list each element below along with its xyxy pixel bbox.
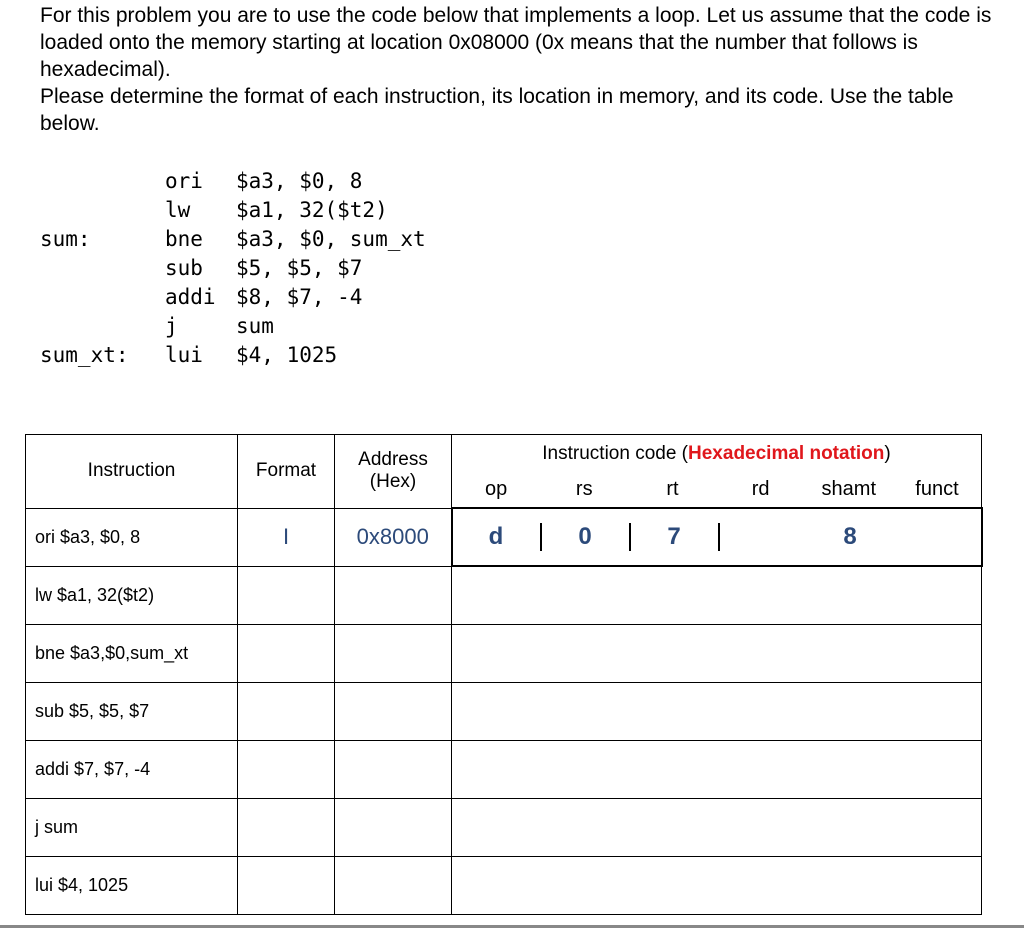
format-cell[interactable] [238, 856, 335, 914]
instruction-code-cell[interactable] [452, 856, 982, 914]
field-op: op [484, 478, 508, 500]
problem-paragraph-2: Please determine the format of each instruction, its location in memory, and its code. Use the table below. [40, 85, 954, 135]
header-address [335, 435, 452, 509]
header-instruction-code [452, 435, 982, 509]
table-row [26, 508, 982, 566]
address-cell[interactable] [335, 740, 452, 798]
instruction-cell: sub $5, $5, $7 [26, 682, 238, 740]
format-cell[interactable] [238, 566, 335, 624]
format-cell[interactable] [238, 682, 335, 740]
format-cell[interactable] [238, 624, 335, 682]
header-address-line1: Address [358, 449, 428, 471]
code-label [40, 254, 165, 283]
code-line [40, 283, 426, 312]
instruction-code-cell[interactable] [452, 624, 982, 682]
code-opcode: j [165, 314, 178, 338]
code-operands: $4, 1025 [236, 343, 338, 367]
header-format: Format [238, 435, 335, 509]
instruction-cell: lw $a1, 32($t2) [26, 566, 238, 624]
table-row [26, 624, 982, 682]
code-line [40, 312, 426, 341]
instruction-cell: j sum [26, 798, 238, 856]
field-rs: rs [575, 478, 593, 500]
op-value: d [453, 523, 542, 551]
instruction-cell: addi $7, $7, -4 [26, 740, 238, 798]
code-operands: $a3, $0, sum_xt [236, 227, 426, 251]
field-rt: rt [666, 478, 679, 500]
field-rd: rd [751, 478, 770, 500]
problem-paragraph-1: For this problem you are to use the code below that implements a loop. Let us assume that the code is loaded onto the memory starting at location 0x08000 (0x means that the number that follows is hexadecimal). [40, 4, 992, 81]
code-fields [453, 523, 981, 551]
code-label [40, 312, 165, 341]
format-cell[interactable] [238, 798, 335, 856]
code-opcode: lw [165, 198, 191, 222]
code-label [40, 196, 165, 225]
code-operands: sum [236, 314, 274, 338]
code-operands: $a1, 32($t2) [236, 198, 388, 222]
address-cell[interactable] [335, 682, 452, 740]
code-operands: $a3, $0, 8 [236, 169, 363, 193]
header-code-prefix: Instruction code ( [542, 443, 689, 464]
rt-value: 7 [631, 523, 720, 551]
code-opcode: addi [165, 285, 216, 309]
field-funct: funct [915, 478, 959, 500]
field-shamt: shamt [821, 478, 876, 500]
instruction-code-cell[interactable] [452, 682, 982, 740]
rs-value: 0 [542, 523, 631, 551]
code-line [40, 341, 426, 370]
code-line [40, 254, 426, 283]
instruction-cell: ori $a3, $0, 8 [26, 508, 238, 566]
assembly-code-listing [40, 167, 426, 370]
format-cell[interactable] [238, 740, 335, 798]
immediate-value: 8 [843, 523, 857, 550]
header-code-title [452, 435, 981, 472]
code-label: sum_xt: [40, 343, 129, 367]
format-cell[interactable]: I [238, 508, 335, 566]
code-opcode: bne [165, 227, 203, 251]
address-cell[interactable] [335, 798, 452, 856]
table-header-row [26, 435, 982, 509]
code-line [40, 167, 426, 196]
code-label: sum: [40, 227, 91, 251]
instruction-code-cell[interactable] [452, 566, 982, 624]
code-operands: $8, $7, -4 [236, 285, 363, 309]
code-label [40, 167, 165, 196]
instruction-code-cell[interactable] [452, 508, 982, 566]
answer-table [25, 434, 983, 915]
header-instruction: Instruction [26, 435, 238, 509]
address-cell[interactable] [335, 856, 452, 914]
table-row [26, 682, 982, 740]
instruction-cell: lui $4, 1025 [26, 856, 238, 914]
table-row [26, 798, 982, 856]
address-cell[interactable] [335, 624, 452, 682]
code-opcode: lui [165, 343, 203, 367]
instruction-code-cell[interactable] [452, 798, 982, 856]
code-opcode: ori [165, 169, 203, 193]
instruction-code-cell[interactable] [452, 740, 982, 798]
table-row [26, 740, 982, 798]
table-row [26, 566, 982, 624]
header-code-suffix: ) [884, 443, 891, 464]
table-row [26, 856, 982, 914]
header-address-line2: (Hex) [369, 471, 417, 493]
code-line [40, 225, 426, 254]
code-line [40, 196, 426, 225]
header-fields [452, 472, 981, 507]
page-bottom-divider [0, 925, 1024, 928]
header-code-highlight: Hexadecimal notation [688, 443, 885, 464]
problem-statement [40, 2, 1000, 137]
code-label [40, 283, 165, 312]
code-operands: $5, $5, $7 [236, 256, 363, 280]
code-opcode: sub [165, 256, 203, 280]
address-cell[interactable] [335, 566, 452, 624]
address-cell[interactable]: 0x8000 [335, 508, 452, 566]
instruction-cell: bne $a3,$0,sum_xt [26, 624, 238, 682]
